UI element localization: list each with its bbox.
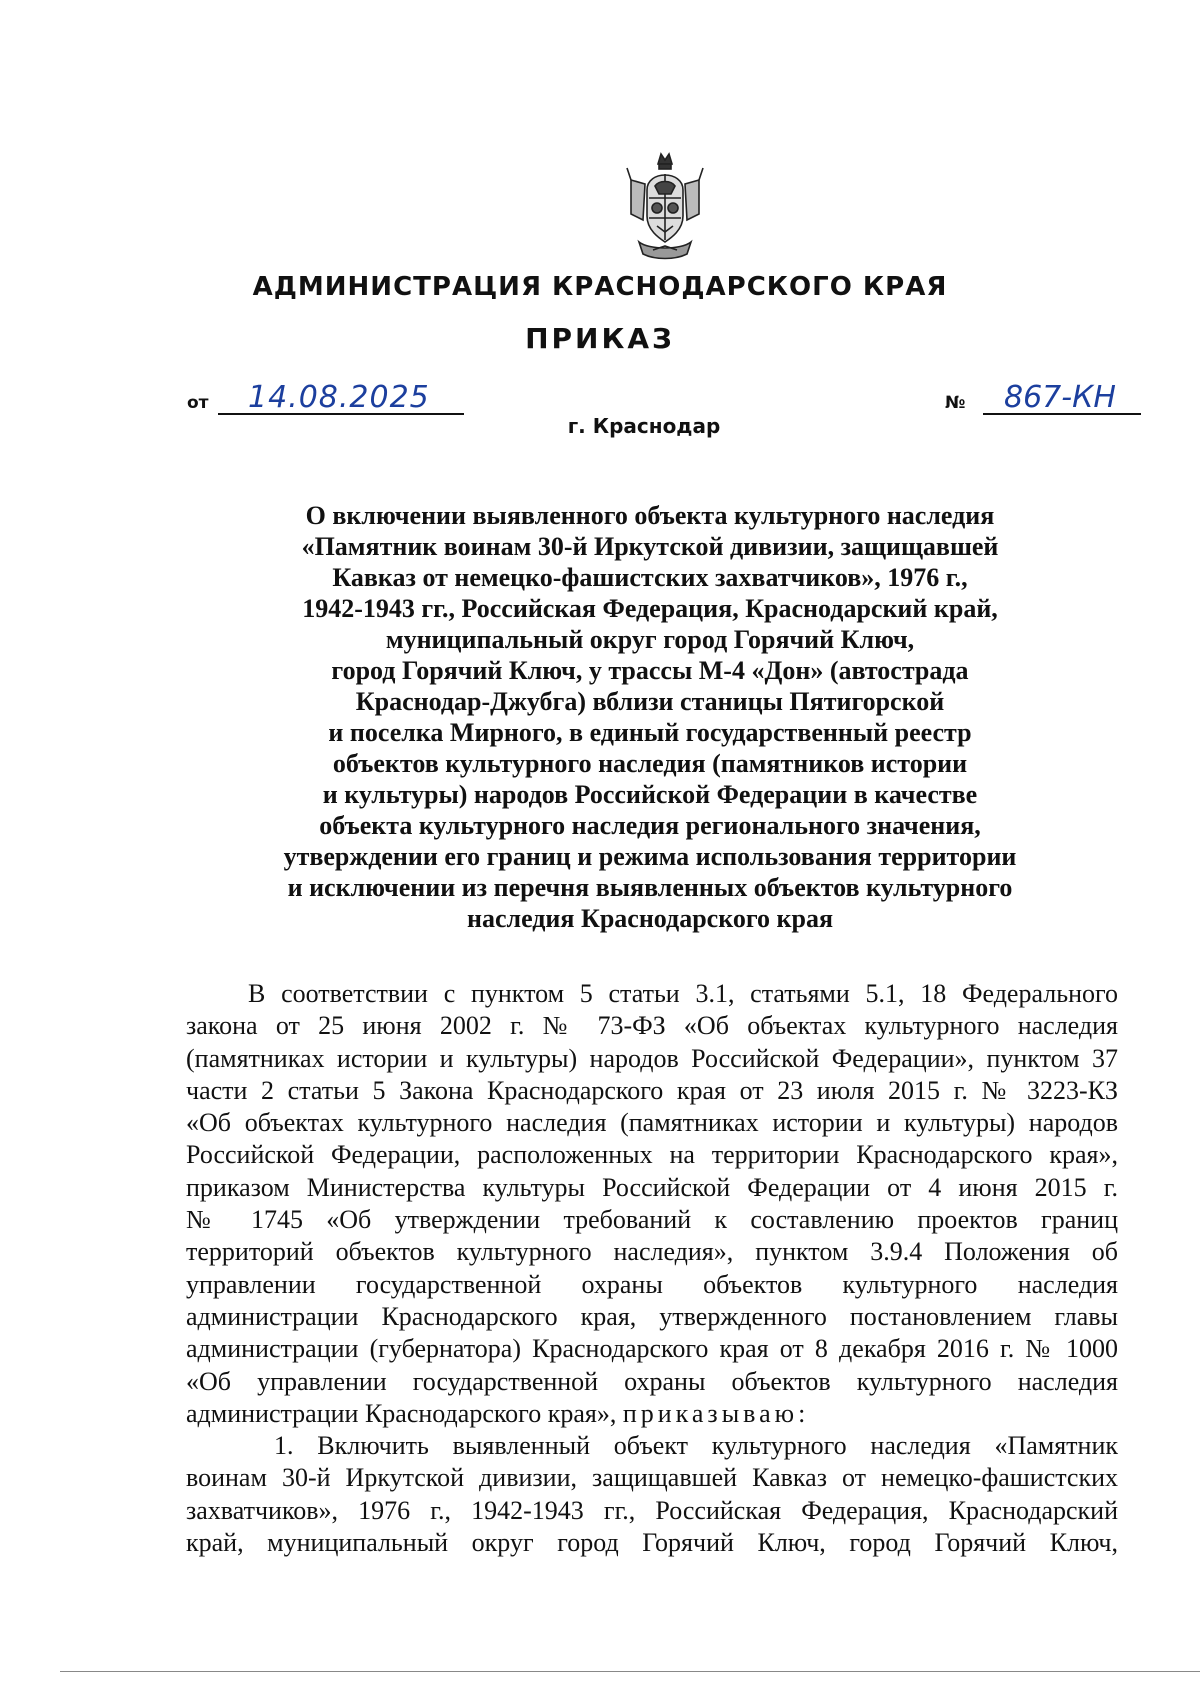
- subject-line: О включении выявленного объекта культурного наследия: [305, 501, 995, 530]
- body-line: приказом Министерства культуры Российской Федерации от 4 июня 2015 г.: [186, 1172, 1118, 1202]
- item-line: захватчиков», 1976 г., 1942-1943 гг., Российская Федерация, Краснодарский: [186, 1495, 1118, 1525]
- body-line: администрации Краснодарского края, утвержденного постановлением главы: [186, 1301, 1118, 1331]
- subject-line: город Горячий Ключ, у трассы М-4 «Дон» (автострада: [331, 656, 969, 685]
- subject-line: Кавказ от немецко-фашистских захватчиков», 1976 г.,: [332, 563, 968, 592]
- subject-line: объектов культурного наследия (памятников истории: [332, 749, 968, 778]
- item-line: 1. Включить выявленный объект культурного наследия «Памятник: [274, 1431, 1118, 1461]
- organization-title: АДМИНИСТРАЦИЯ КРАСНОДАРСКОГО КРАЯ: [252, 272, 948, 302]
- subject-line: Краснодар-Джубга) вблизи станицы Пятигорской: [355, 687, 945, 716]
- city: г. Краснодар: [567, 414, 721, 438]
- subject-line: и культуры) народов Российской Федерации в качестве: [322, 780, 978, 809]
- subject-line: и поселка Мирного, в единый государственный реестр: [328, 718, 972, 747]
- body-line: закона от 25 июня 2002 г. № 73-ФЗ «Об объектах культурного наследия: [186, 1011, 1118, 1041]
- order-word: приказываю:: [622, 1398, 810, 1428]
- body-line: части 2 статьи 5 Закона Краснодарского края от 23 июля 2015 г. № 3223-КЗ: [186, 1075, 1118, 1105]
- body-line: «Об управлении государственной охраны объектов культурного наследия: [186, 1366, 1118, 1396]
- item-line: край, муниципальный округ город Горячий Ключ, город Горячий Ключ,: [186, 1528, 1118, 1558]
- item-line: воинам 30-й Иркутской дивизии, защищавшей Кавказ от немецко-фашистских: [186, 1463, 1118, 1493]
- page-bottom-rule: [60, 1671, 1200, 1672]
- body-line: Российской Федерации, расположенных на территории Краснодарского края»,: [186, 1140, 1118, 1170]
- subject-line: объекта культурного наследия регионального значения,: [319, 811, 981, 840]
- document-type: ПРИКАЗ: [525, 322, 675, 355]
- date-label: от: [187, 393, 209, 413]
- order-subject: [260, 500, 1040, 934]
- coat-of-arms-icon: [625, 150, 705, 262]
- number-label: №: [945, 393, 966, 413]
- body-line-text: администрации Краснодарского края»,: [186, 1398, 617, 1428]
- body-line: администрации (губернатора) Краснодарского края от 8 декабря 2016 г. № 1000: [186, 1334, 1118, 1364]
- body-line: территорий объектов культурного наследия», пунктом 3.9.4 Положения об: [186, 1237, 1118, 1267]
- subject-line: 1942-1943 гг., Российская Федерация, Краснодарский край,: [302, 594, 998, 623]
- body-line: «Об объектах культурного наследия (памятниках истории и культуры) народов: [186, 1108, 1118, 1138]
- subject-line: утверждении его границ и режима использования территории: [283, 842, 1017, 871]
- handwritten-date: 14.08.2025: [248, 380, 430, 415]
- body-line: № 1745 «Об утверждении требований к составлению проектов границ: [186, 1205, 1118, 1235]
- subject-line: «Памятник воинам 30-й Иркутской дивизии, защищавшей: [301, 532, 999, 561]
- body-line: [186, 1398, 1118, 1430]
- handwritten-number: 867-КН: [1004, 380, 1116, 415]
- subject-line: наследия Краснодарского края: [466, 904, 834, 933]
- subject-line: муниципальный округ город Горячий Ключ,: [385, 625, 915, 654]
- body-line: В соответствии с пунктом 5 статьи 3.1, статьями 5.1, 18 Федерального: [248, 979, 1118, 1008]
- body-line: (памятниках истории и культуры) народов Российской Федерации», пунктом 37: [186, 1043, 1118, 1073]
- subject-line: и исключении из перечня выявленных объектов культурного: [287, 873, 1013, 902]
- body-line: управлении государственной охраны объектов культурного наследия: [186, 1269, 1118, 1299]
- order-body: [186, 978, 1118, 1559]
- emblem: [625, 150, 705, 262]
